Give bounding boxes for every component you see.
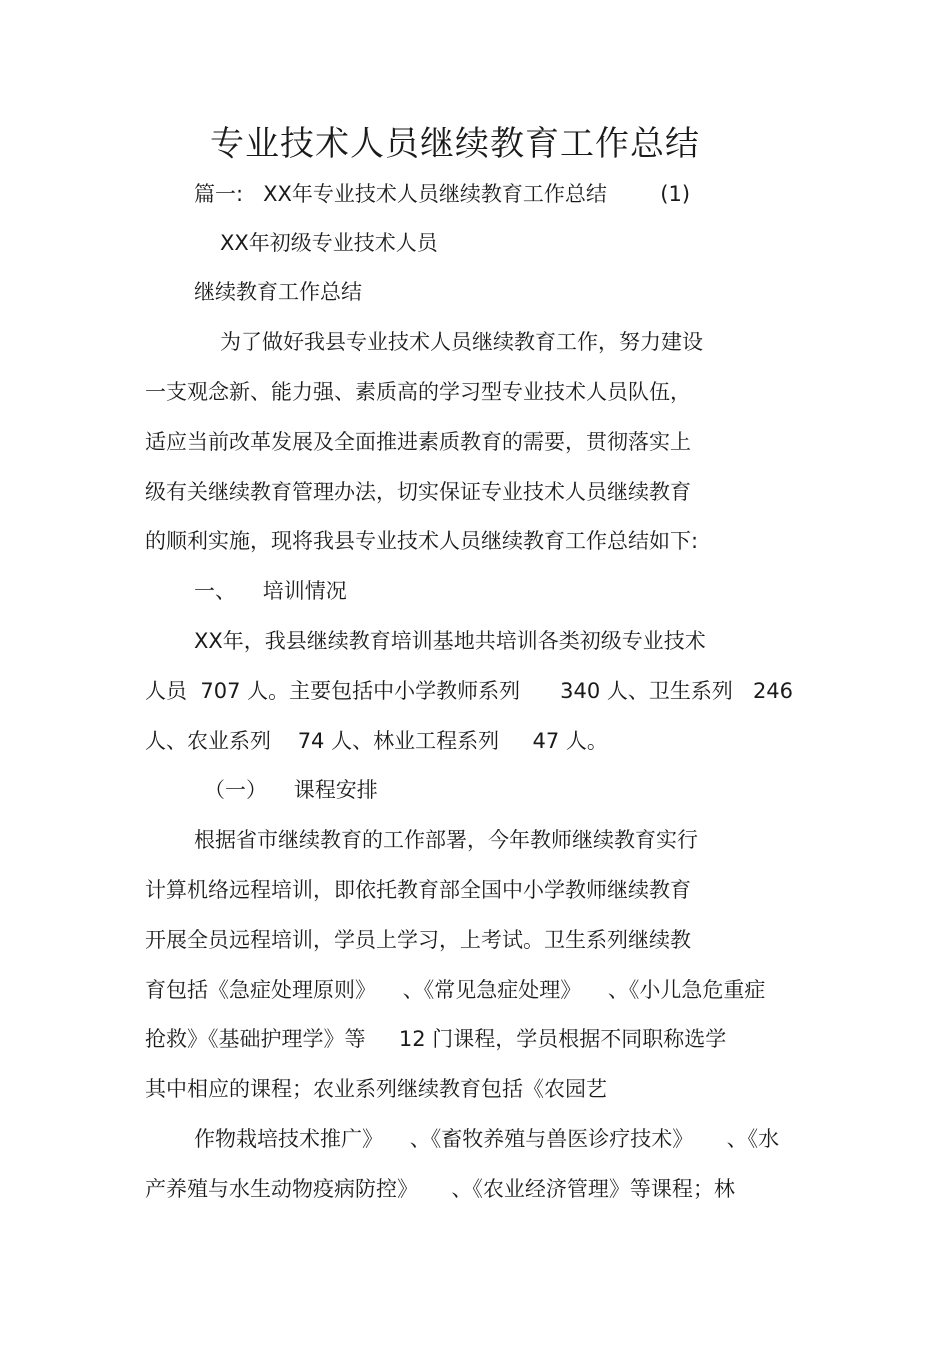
- paragraph-line: 育包括《急症处理原则》 、《常见急症处理》 、《小儿急危重症: [145, 978, 766, 1002]
- paragraph-line: 计算机络远程培训，即依托教育部全国中小学教师继续教育: [145, 878, 691, 902]
- paragraph-line: 为了做好我县专业技术人员继续教育工作，努力建设: [220, 330, 703, 354]
- paragraph-line: 抢救》《基础护理学》等 12 门课程，学员根据不同职称选学: [145, 1027, 727, 1051]
- document-title: 专业技术人员继续教育工作总结: [210, 124, 700, 164]
- section-heading: 一、 培训情况: [194, 579, 347, 603]
- heading-line: 继续教育工作总结: [194, 280, 362, 304]
- paragraph-line: 人员 707 人。主要包括中小学教师系列 340 人、卫生系列 246: [145, 679, 794, 703]
- paragraph-line: 根据省市继续教育的工作部署，今年教师继续教育实行: [194, 828, 698, 852]
- subsection-heading: （一） 课程安排: [204, 778, 378, 802]
- subtitle-line: 篇一: XX年专业技术人员继续教育工作总结 (1): [194, 182, 691, 206]
- paragraph-line: 产养殖与水生动物疫病防控》 、《农业经济管理》等课程；林: [145, 1177, 735, 1201]
- paragraph-line: 适应当前改革发展及全面推进素质教育的需要，贯彻落实上: [145, 430, 691, 454]
- paragraph-line: 的顺利实施，现将我县专业技术人员继续教育工作总结如下:: [145, 529, 699, 553]
- paragraph-line: 一支观念新、能力强、素质高的学习型专业技术人员队伍，: [145, 380, 691, 404]
- paragraph-line: 级有关继续教育管理办法，切实保证专业技术人员继续教育: [145, 480, 691, 504]
- paragraph-line: 开展全员远程培训，学员上学习，上考试。卫生系列继续教: [145, 928, 691, 952]
- heading-line: XX年初级专业技术人员: [220, 231, 438, 255]
- paragraph-line: 人、农业系列 74 人、林业工程系列 47 人。: [145, 729, 608, 753]
- paragraph-line: 作物栽培技术推广》 、《畜牧养殖与兽医诊疗技术》 、《水: [194, 1127, 780, 1151]
- paragraph-line: 其中相应的课程；农业系列继续教育包括《农园艺: [145, 1077, 607, 1101]
- paragraph-line: XX年，我县继续教育培训基地共培训各类初级专业技术: [194, 629, 706, 653]
